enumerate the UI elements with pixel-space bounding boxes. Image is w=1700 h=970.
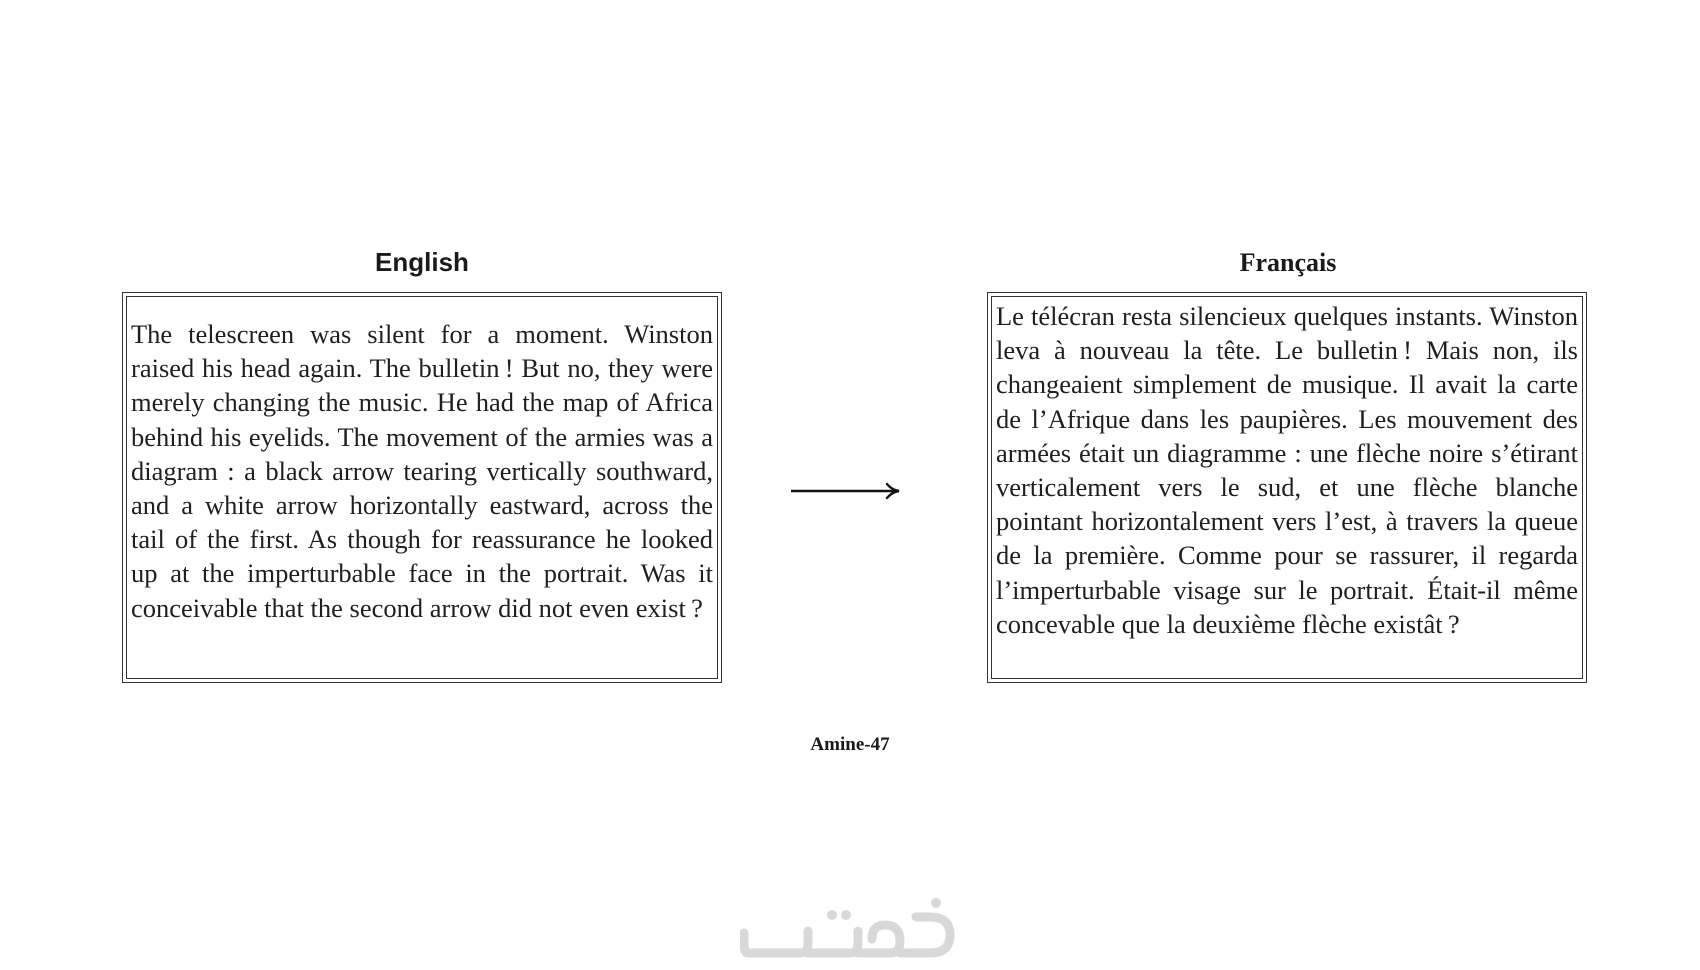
english-title: English: [375, 247, 469, 277]
author-signature: Amine-47: [810, 734, 890, 755]
english-text-box: [122, 292, 722, 683]
english-passage: The telescreen was silent for a moment. Winston raised his head again. The bulletin ! But no, they were merely changing the music. He had the map of Africa behind his eyelids. The movement of the armies was a diagram : a black arrow tearing vertically southward, and a white arrow horizontally eastward, across the tail of the first. As though for reassurance he looked up at the imperturbable face in the portrait. Was it conceivable that the second arrow did not even exist ?: [131, 319, 713, 623]
french-title: Français: [1239, 248, 1337, 277]
french-text-box: [987, 292, 1587, 683]
right-arrow-icon: [791, 481, 901, 501]
french-passage: Le télécran resta silencieux quelques instants. Winston leva à nouveau la tête. Le bulletin ! Mais non, ils changeaient simplement de musique. Il avait la carte de l’Afrique dans les paupières. Les mouvement des armées était un diagramme : une flèche noire s’étirant verticalement vers le sud, et une flèche blanche pointant horizontalement vers l’est, à travers la queue de la première. Comme pour se rassurer, il regarda l’imperturbable visage sur le portrait. Était-il même concevable que la deuxième flèche existât ?: [996, 301, 1578, 639]
khamsat-watermark-logo: [740, 895, 970, 965]
